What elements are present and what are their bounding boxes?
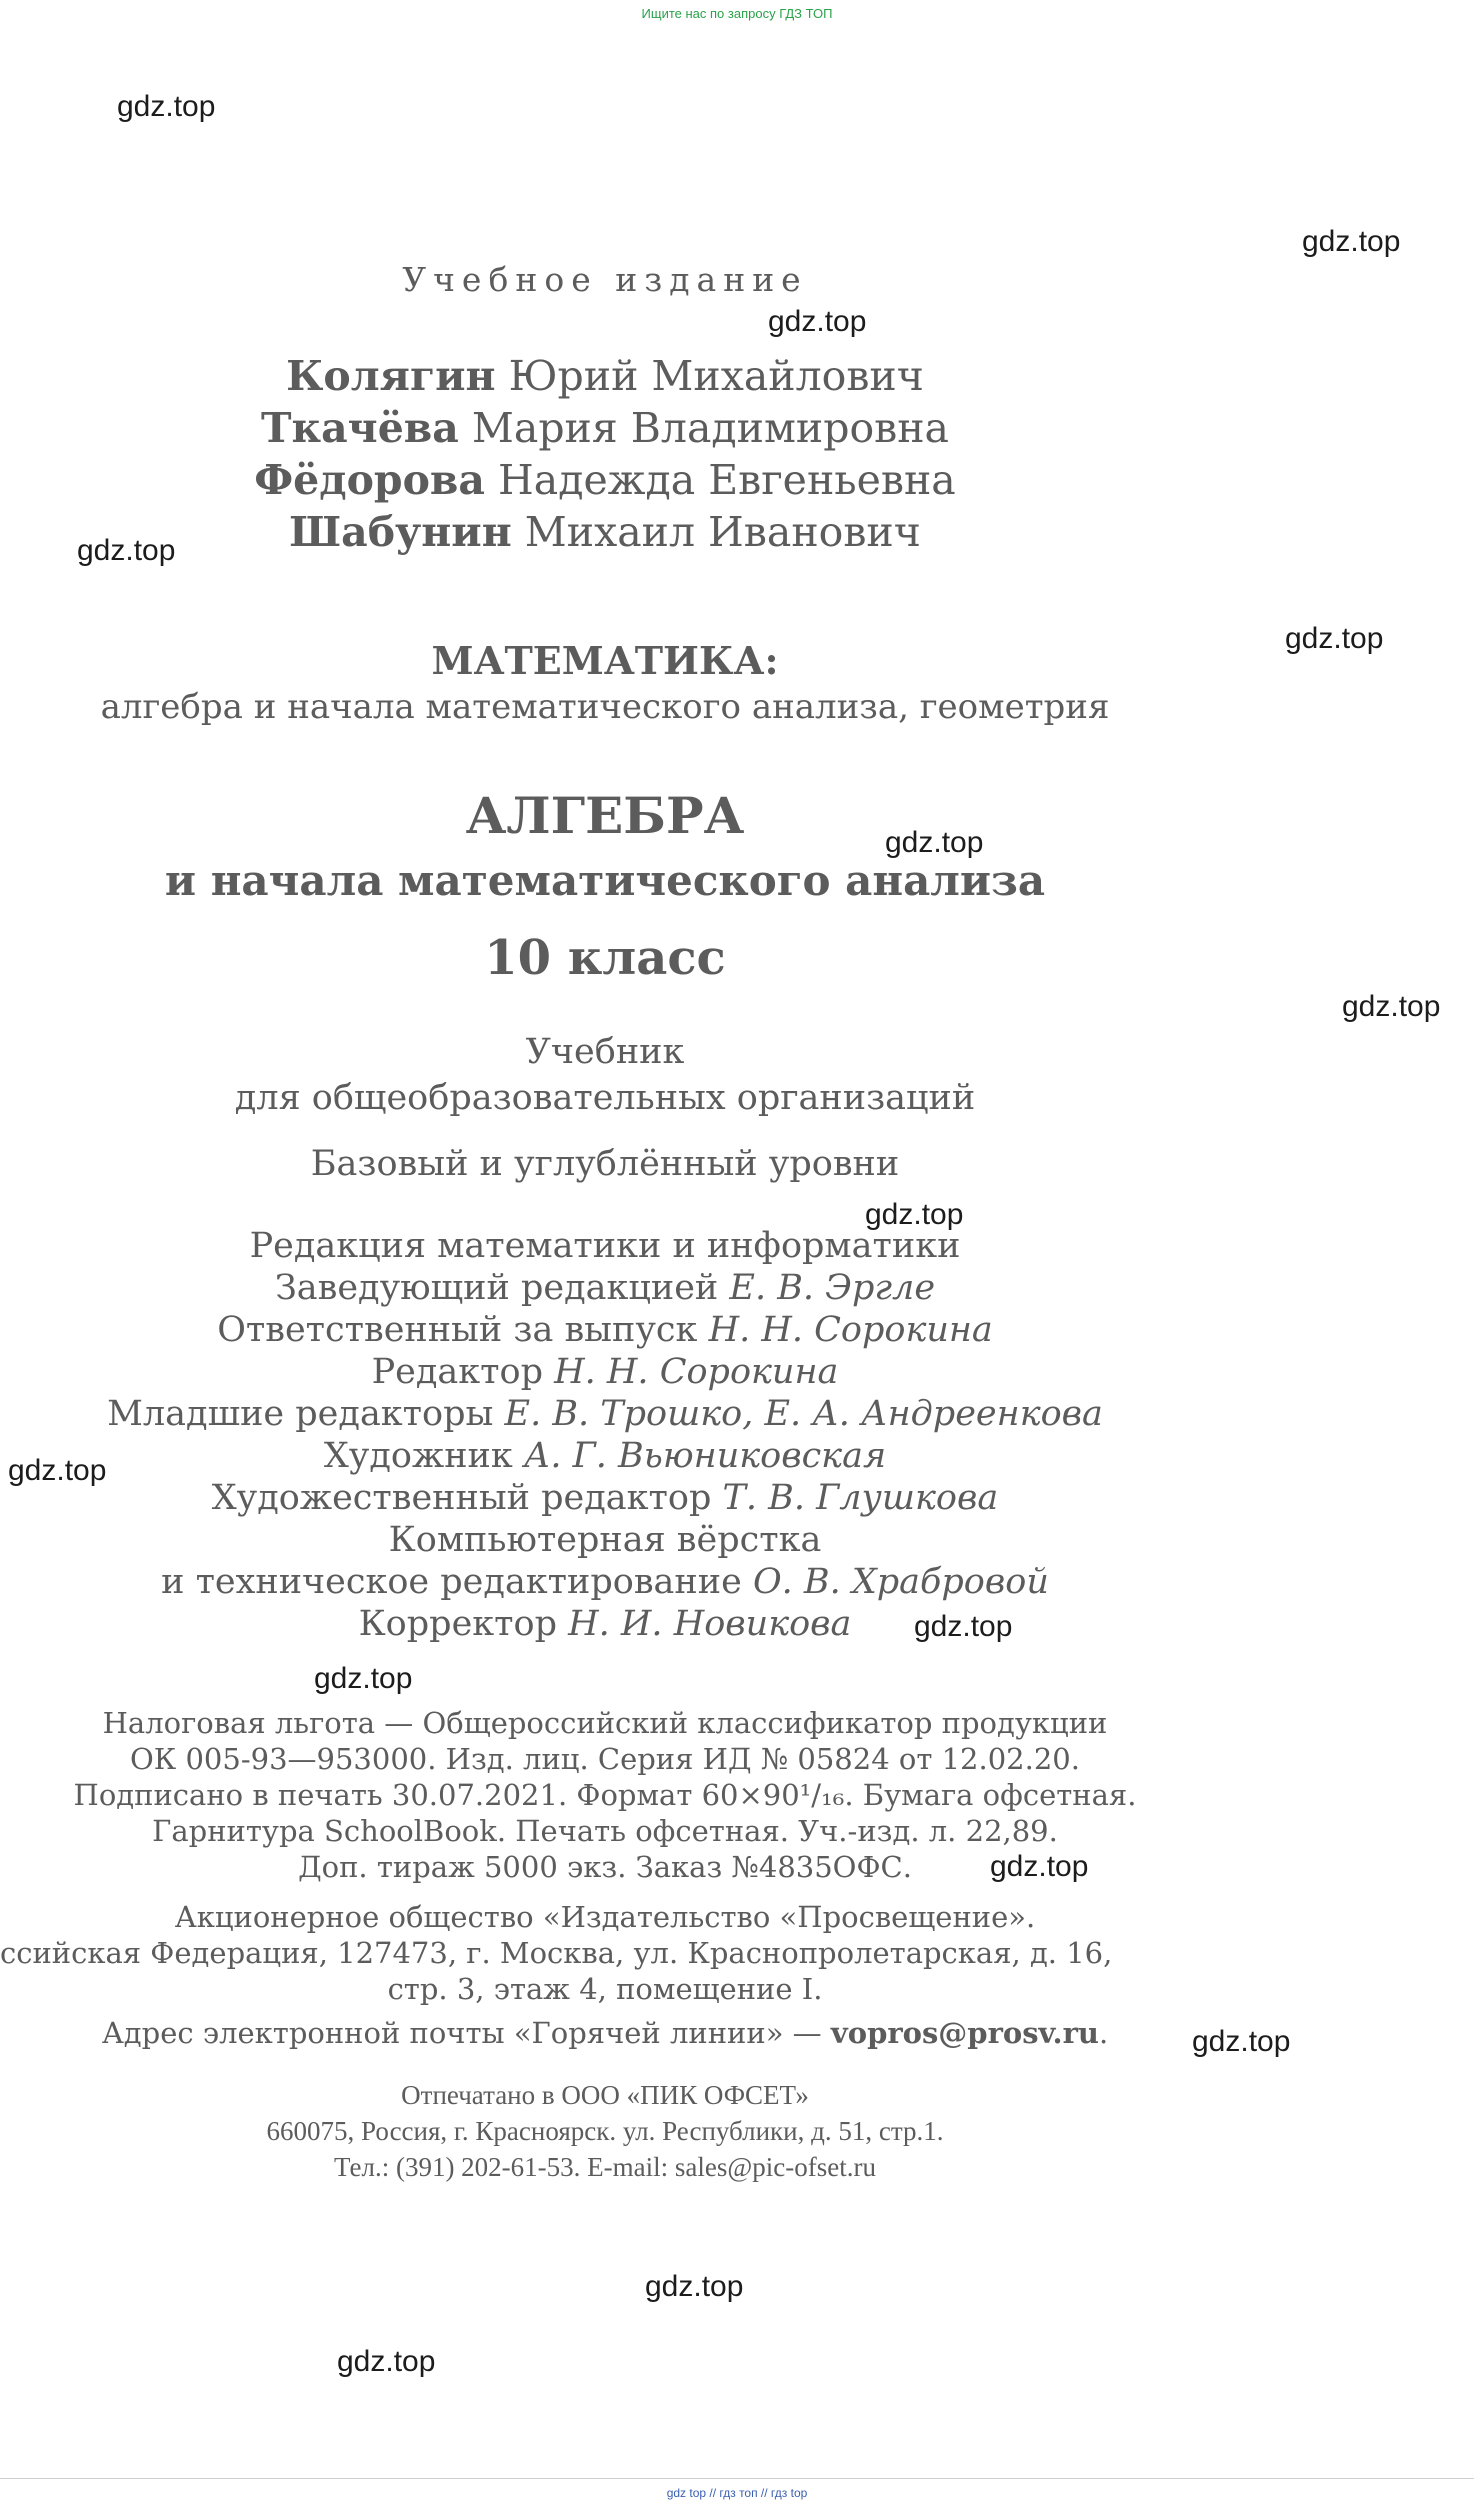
book-kind: Учебник (525, 1032, 685, 1072)
credit-role: Компьютерная вёрстка (388, 1520, 822, 1560)
credit-line (0, 1520, 1210, 1560)
watermark: gdz.top (337, 2345, 436, 2378)
watermark: gdz.top (914, 1610, 1013, 1643)
author-line (0, 404, 1210, 452)
credit-role: Младшие редакторы (107, 1394, 494, 1434)
author-surname: Фёдорова (254, 456, 485, 504)
credit-line (0, 1478, 1210, 1518)
author-line (0, 508, 1210, 556)
credit-role: Художественный редактор (211, 1478, 712, 1518)
watermark: gdz.top (314, 1662, 413, 1695)
watermark: gdz.top (8, 1454, 107, 1487)
printer-line: 660075, Россия, г. Красноярск. ул. Республики, д. 51, стр.1. (266, 2116, 944, 2146)
credit-line (0, 1268, 1210, 1308)
printer-line: Отпечатано в ООО «ПИК ОФСЕТ» (401, 2080, 809, 2110)
series-title: МАТЕМАТИКА: (431, 638, 779, 683)
printer-line: Тел.: (391) 202-61-53. E-mail: sales@pic-ofset.ru (334, 2152, 876, 2182)
credit-line (0, 1436, 1210, 1476)
credit-line (0, 1310, 1210, 1350)
watermark: gdz.top (885, 826, 984, 859)
author-name: Михаил Иванович (524, 508, 921, 556)
watermark: gdz.top (117, 90, 216, 123)
book-title-2: и начала математического анализа (164, 856, 1046, 905)
credit-role: и техническое редактирование (161, 1562, 742, 1602)
credit-role: Корректор (358, 1604, 557, 1644)
author-surname: Колягин (286, 352, 496, 400)
credit-line (0, 1562, 1210, 1602)
credit-role: Заведующий редакцией (274, 1268, 719, 1308)
publisher-line: ссийская Федерация, 127473, г. Москва, ул. Краснопролетарская, д. 16, (0, 1936, 1113, 1970)
footer-divider (0, 2478, 1474, 2479)
credit-person: А. Г. Вьюниковская (523, 1436, 887, 1476)
watermark: gdz.top (1342, 990, 1441, 1023)
credit-line (0, 1226, 1210, 1266)
imprint-line: Доп. тираж 5000 экз. Заказ №4835ОФС. (298, 1850, 912, 1884)
author-surname: Шабунин (289, 508, 512, 556)
footer-links[interactable]: gdz top // гдз топ // гдз top (666, 2486, 808, 2500)
credit-role: Редакция математики и информатики (249, 1226, 961, 1266)
credit-person: Н. И. Новикова (568, 1604, 852, 1644)
imprint-line: ОК 005-93—953000. Изд. лиц. Серия ИД № 05824 от 12.02.20. (130, 1742, 1080, 1776)
credit-person: Т. В. Глушкова (722, 1478, 999, 1518)
author-name: Надежда Евгеньевна (498, 456, 956, 504)
email-end: . (1098, 2016, 1109, 2050)
imprint-line: Налоговая льгота — Общероссийский классификатор продукции (102, 1706, 1108, 1740)
credit-person: Н. Н. Сорокина (708, 1310, 993, 1350)
credit-line (0, 1604, 1210, 1644)
email-label: Адрес электронной почты «Горячей линии» — (101, 2016, 822, 2050)
author-name: Юрий Михайлович (508, 352, 924, 400)
credit-role: Ответственный за выпуск (217, 1310, 698, 1350)
book-title: АЛГЕБРА (465, 786, 745, 845)
grade: 10 класс (484, 930, 726, 986)
watermark: gdz.top (865, 1198, 964, 1231)
author-line (0, 456, 1210, 504)
credit-line (0, 1394, 1210, 1434)
credit-person: Е. В. Трошко, Е. А. Андреенкова (504, 1394, 1103, 1434)
publisher-line: Акционерное общество «Издательство «Просвещение». (174, 1900, 1036, 1934)
top-banner[interactable]: Ищите нас по запросу ГДЗ ТОП (641, 6, 833, 21)
publisher-line: стр. 3, этаж 4, помещение I. (387, 1972, 823, 2006)
credit-role: Художник (323, 1436, 513, 1476)
credit-person: Е. В. Эргле (729, 1268, 936, 1308)
audience: для общеобразовательных организаций (234, 1078, 976, 1118)
watermark: gdz.top (1192, 2025, 1291, 2058)
hotline-email[interactable]: vopros@prosv.ru (830, 2016, 1099, 2050)
watermark: gdz.top (1302, 225, 1401, 258)
hotline-email-line (0, 2016, 1210, 2050)
author-name: Мария Владимировна (471, 404, 949, 452)
levels: Базовый и углублённый уровни (310, 1144, 900, 1184)
author-surname: Ткачёва (261, 404, 459, 452)
credit-role: Редактор (371, 1352, 543, 1392)
imprint-line: Гарнитура SchoolBook. Печать офсетная. Уч.-изд. л. 22,89. (152, 1814, 1058, 1848)
series-subtitle: алгебра и начала математического анализа, геометрия (100, 687, 1110, 727)
watermark: gdz.top (768, 305, 867, 338)
credit-person: О. В. Храбровой (752, 1562, 1049, 1602)
author-line (0, 352, 1210, 400)
watermark: gdz.top (77, 534, 176, 567)
watermark: gdz.top (990, 1850, 1089, 1883)
credit-person: Н. Н. Сорокина (554, 1352, 839, 1392)
watermark: gdz.top (1285, 622, 1384, 655)
credit-line (0, 1352, 1210, 1392)
imprint-line: Подписано в печать 30.07.2021. Формат 60×90¹/₁₆. Бумага офсетная. (73, 1778, 1137, 1812)
edition-type: Учебное издание (402, 260, 808, 299)
watermark: gdz.top (645, 2270, 744, 2303)
